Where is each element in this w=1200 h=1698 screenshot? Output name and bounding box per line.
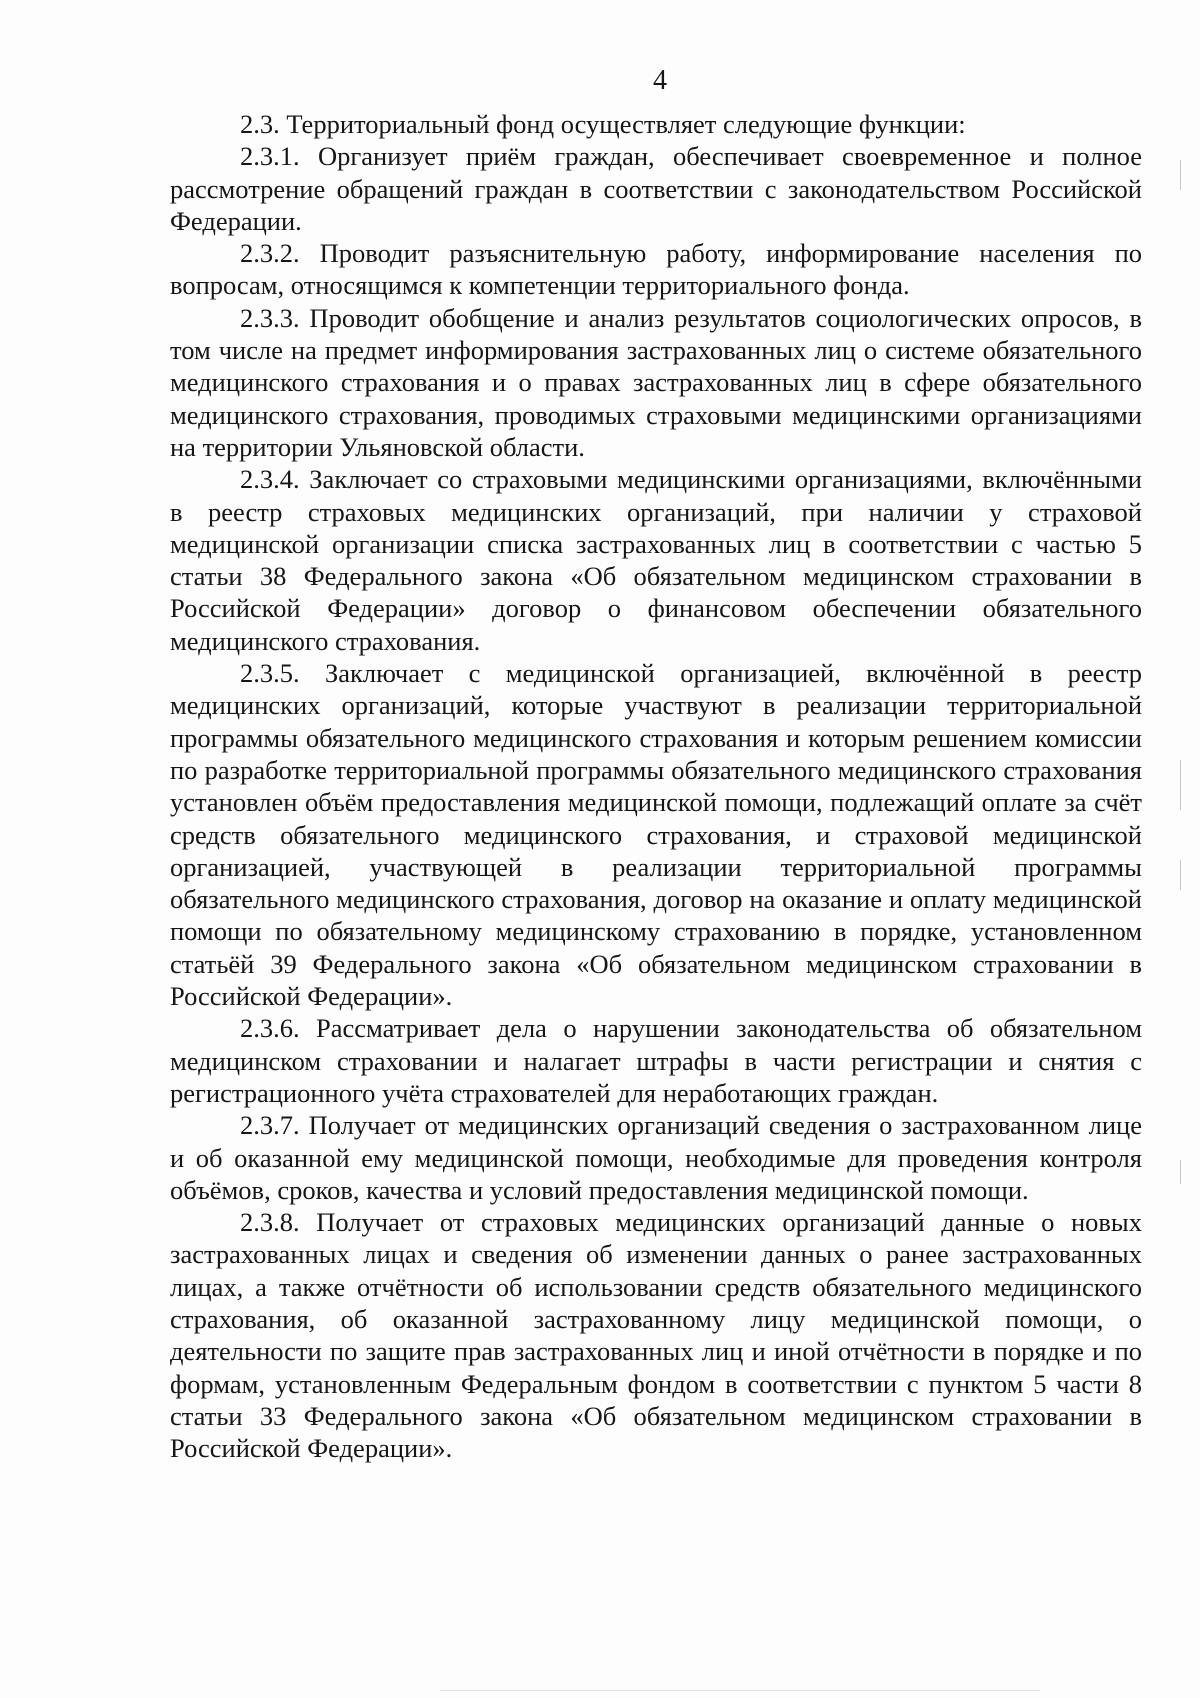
scan-artifact-bottom: [440, 1690, 1040, 1691]
document-body: [170, 108, 1142, 1464]
paragraph-2-3-6: 2.3.6. Рассматривает дела о нарушении законодательства об обязательном медицинском страховании и налагает штрафы в части регистрации и снятия с регистрационного учёта страхователей для неработающих граждан.: [170, 1013, 1142, 1108]
paragraph-2-3-1: 2.3.1. Организует приём граждан, обеспечивает своевременное и полное рассмотрение обращений граждан в соответствии с законодательством Российской Федерации.: [170, 141, 1142, 236]
paragraph-2-3-7: 2.3.7. Получает от медицинских организаций сведения о застрахованном лице и об оказанной ему медицинской помощи, необходимые для проведения контроля объёмов, сроков, качества и условий предоставления медицинской помощи.: [170, 1110, 1142, 1205]
paragraph-2-3: 2.3. Территориальный фонд осуществляет следующие функции:: [240, 109, 966, 139]
paragraph-2-3-5: 2.3.5. Заключает с медицинской организацией, включённой в реестр медицинских организаций, которые участвуют в реализации территориальной программы обязательного медицинского страхования и которым решением комиссии по разработке территориальной программы обязательного медицинского страхования установлен объём предоставления медицинской помощи, подлежащий оплате за счёт средств обязательного медицинского страхования, и страховой медицинской организацией, участвующей в реализации территориальной программы обязательного медицинского страхования, договор на оказание и оплату медицинской помощи по обязательному медицинскому страхованию в порядке, установленном статьёй 39 Федерального закона «Об обязательном медицинском страховании в Российской Федерации».: [170, 658, 1142, 1012]
paragraph-2-3-8: 2.3.8. Получает от страховых медицинских организаций данные о новых застрахованных лицах и сведения об изменении данных о ранее застрахованных лицах, а также отчётности об использовании средств обязательного медицинского страхования, об оказанной застрахованному лицу медицинской помощи, о деятельности по защите прав застрахованных лиц и иной отчётности в порядке и по формам, установленным Федеральным фондом в соответствии с пунктом 5 части 8 статьи 33 Федерального закона «Об обязательном медицинском страховании в Российской Федерации».: [170, 1207, 1142, 1464]
scan-artifact-right-1: [1180, 160, 1181, 190]
scan-artifact-right-2: [1180, 760, 1181, 810]
page-number: 4: [653, 65, 667, 96]
scan-artifact-right-3: [1180, 860, 1181, 890]
paragraph-2-3-3: 2.3.3. Проводит обобщение и анализ результатов социологических опросов, в том числе на предмет информирования застрахованных лиц о системе обязательного медицинского страхования и о правах застрахованных лиц в сфере обязательного медицинского страхования, проводимых страховыми медицинскими организациями на территории Ульяновской области.: [170, 302, 1142, 462]
paragraph-2-3-2: 2.3.2. Проводит разъяснительную работу, информирование населения по вопросам, относящимся к компетенции территориального фонда.: [170, 238, 1142, 301]
paragraph-2-3-4: 2.3.4. Заключает со страховыми медицинскими организациями, включёнными в реестр страховых медицинских организаций, при наличии у страховой медицинской организации списка застрахованных лиц в соответствии с частью 5 статьи 38 Федерального закона «Об обязательном медицинском страховании в Российской Федерации» договор о финансовом обеспечении обязательного медицинского страхования.: [170, 464, 1142, 656]
scan-artifact-right-4: [1180, 1160, 1181, 1184]
